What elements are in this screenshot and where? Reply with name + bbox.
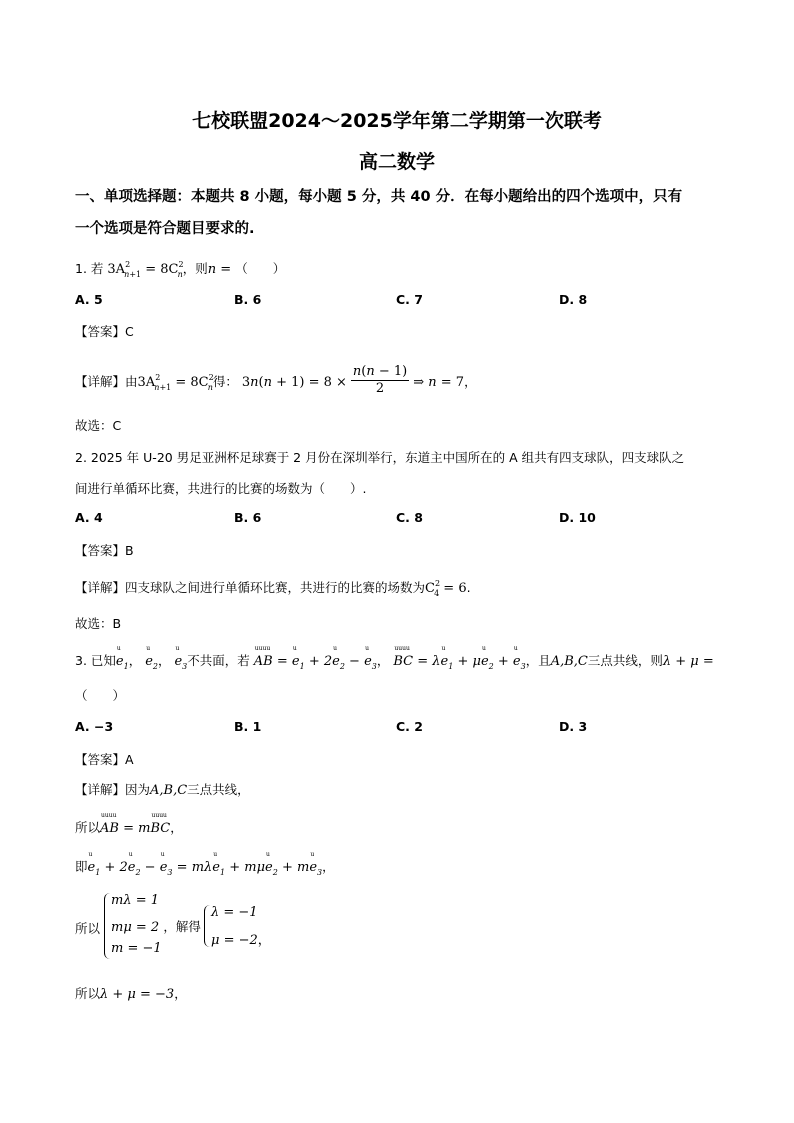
q3-option-c: C. 2 bbox=[396, 719, 423, 734]
eq-lambda: λ = −1 bbox=[211, 905, 258, 920]
q3-option-d: D. 3 bbox=[559, 719, 588, 734]
q3-option-a: A. −3 bbox=[75, 719, 114, 734]
q1-option-a: A. 5 bbox=[75, 292, 103, 307]
q2-option-c: C. 8 bbox=[396, 510, 423, 525]
q3-line2: （ ） bbox=[75, 688, 126, 703]
page-title: 七校联盟2024～2025学年第二学期第一次联考 bbox=[192, 110, 602, 132]
q1-choose: 故选：C bbox=[75, 418, 122, 433]
left-brace-1 bbox=[104, 893, 111, 959]
q2-option-d: D. 10 bbox=[559, 510, 596, 525]
question-1: 1. 若 $3A^2_{n+1} = 8C^2_n$，则n = （ ） bbox=[75, 260, 286, 279]
eq-m-lambda: mλ = 1 bbox=[111, 893, 159, 908]
q2-option-a: A. 4 bbox=[75, 510, 103, 525]
q3-detail-2: 所以uuuu AB = muuuu BC， bbox=[75, 818, 183, 836]
eq-m: m = −1 bbox=[111, 941, 162, 956]
q3-detail-1: 【详解】因为A,B,C三点共线， bbox=[75, 782, 250, 798]
q1-option-b: B. 6 bbox=[234, 292, 262, 307]
q1-answer: 【答案】C bbox=[75, 324, 134, 339]
q2-choose: 故选：B bbox=[75, 616, 122, 631]
eq-m-mu: mμ = 2 ，解得 bbox=[111, 919, 201, 935]
q3-answer: 【答案】A bbox=[75, 752, 134, 767]
q3-detail-3: 即u $e_1 + 2u$ $e_2 - u$ $e_3 = m\lambda u$ $e_1 + m\mu u$ $e_2$ + mu $e_3$， bbox=[75, 857, 335, 875]
q2-line1: 2. 2025 年 U-20 男足亚洲杯足球赛于 2 月份在深圳举行，东道主中国所在的 A 组共有四支球队，四支球队之 bbox=[75, 450, 685, 465]
eq-mu: μ = −2， bbox=[211, 933, 271, 948]
q1-option-c: C. 7 bbox=[396, 292, 423, 307]
q1-option-d: D. 8 bbox=[559, 292, 588, 307]
left-brace-2 bbox=[204, 905, 211, 947]
section-heading-line1: 一、单项选择题：本题共 8 小题，每小题 5 分，共 40 分．在每小题给出的四个选项中，只有 bbox=[75, 189, 683, 205]
q2-line2: 间进行单循环比赛，共进行的比赛的场数为（ ）. bbox=[75, 481, 367, 496]
q3-line1: 3. 已知u $e_1$， u $e_2$， u $e_3$不共面，若 uuuu AB = u $e_1 + 2u$ $e_2 - u$ $e_3$， uuuu BC = λu $e_1 + \mu u$ $e_2 + u$ $e_3$，且A,B,C三点共线，则λ + μ = bbox=[75, 651, 714, 669]
q2-detail: 【详解】四支球队之间进行单循环比赛，共进行的比赛的场数为$C^2_4 = 6$. bbox=[75, 579, 471, 598]
page-subtitle: 高二数学 bbox=[358, 151, 435, 173]
q1-detail: 【详解】由$3A^2_{n+1} = 8C^2_n$得： 3n(n + 1) = 8 × $\frac{n(n - 1)}{2}$ ⇒ n = 7， bbox=[75, 364, 477, 396]
q3-option-b: B. 1 bbox=[234, 719, 262, 734]
q2-option-b: B. 6 bbox=[234, 510, 262, 525]
q2-answer: 【答案】B bbox=[75, 543, 134, 558]
section-heading-line2: 一个选项是符合题目要求的. bbox=[75, 221, 255, 237]
q3-detail-final: 所以λ + μ = −3， bbox=[75, 986, 187, 1002]
q3-so-label: 所以 bbox=[75, 921, 101, 936]
